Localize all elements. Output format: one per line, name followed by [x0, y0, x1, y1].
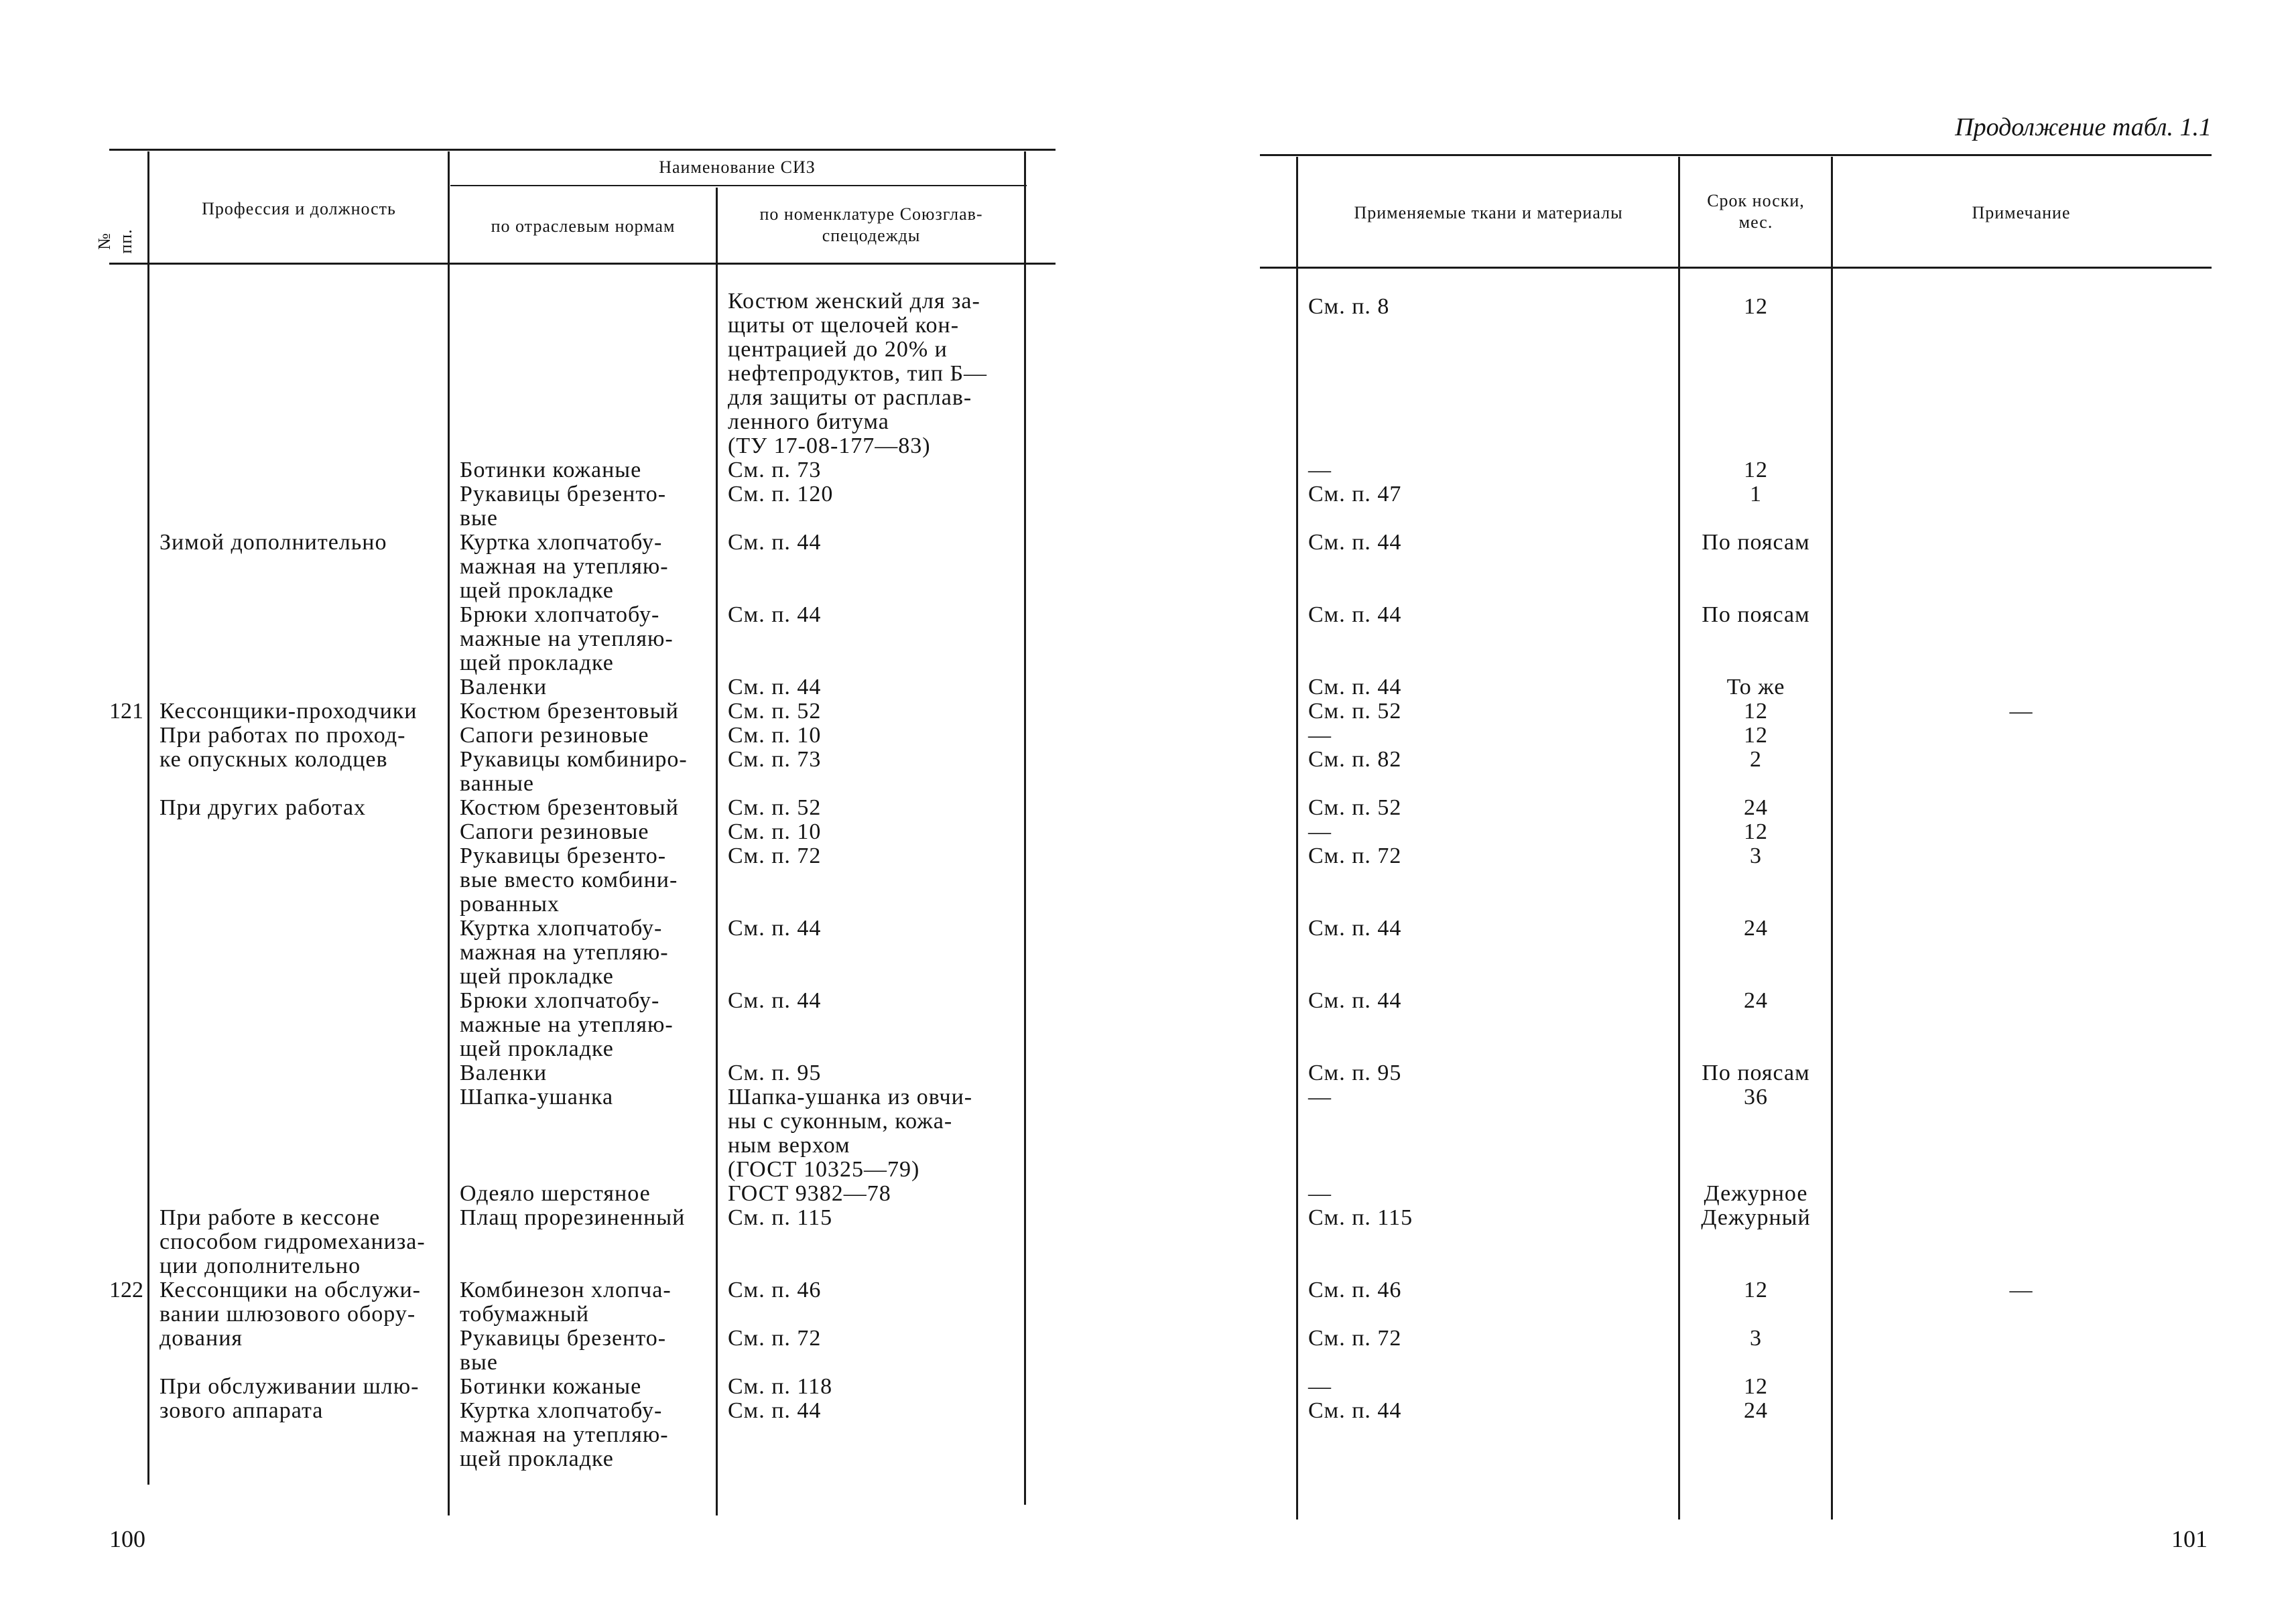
materials-cell: —: [1308, 1085, 1332, 1109]
branch-norm-cell: Одеяло шерстяное: [460, 1181, 651, 1206]
nomenclature-cell: См. п. 44: [728, 988, 822, 1013]
nomenclature-cell: (ТУ 17-08-177—83): [728, 433, 931, 458]
term-cell: 24: [1744, 1398, 1768, 1423]
term-cell: 12: [1744, 294, 1768, 319]
nomenclature-cell: См. п. 52: [728, 699, 822, 724]
profession-cell: вании шлюзового обору-: [160, 1302, 416, 1327]
branch-norm-cell: мажная на утепляю-: [460, 940, 669, 965]
right-col-line-2: [1678, 157, 1680, 1519]
branch-norm-cell: Ботинки кожаные: [460, 1374, 642, 1399]
nomenclature-cell: ГОСТ 9382—78: [728, 1181, 891, 1206]
right-col-line-3: [1831, 157, 1833, 1519]
left-header-bottom-rule: [109, 263, 1056, 265]
note-cell: —: [2009, 1278, 2033, 1302]
note-cell: —: [2009, 699, 2033, 724]
branch-norm-cell: щей прокладке: [460, 1446, 614, 1471]
profession-cell: При работах по проход-: [160, 723, 406, 748]
left-top-rule: [109, 149, 1056, 151]
branch-norm-cell: ванные: [460, 771, 535, 796]
materials-cell: См. п. 52: [1308, 795, 1402, 820]
term-cell: 12: [1744, 1374, 1768, 1399]
nomenclature-cell: Костюм женский для за-: [728, 289, 980, 314]
branch-norm-cell: Брюки хлопчатобу-: [460, 602, 660, 627]
materials-cell: См. п. 46: [1308, 1278, 1402, 1302]
branch-norm-cell: Валенки: [460, 1061, 548, 1085]
term-cell: 12: [1744, 1278, 1768, 1302]
term-cell: 36: [1744, 1085, 1768, 1109]
nomenclature-cell: Шапка-ушанка из овчи-: [728, 1085, 973, 1109]
branch-norm-cell: Куртка хлопчатобу-: [460, 530, 663, 555]
nomenclature-cell: (ГОСТ 10325—79): [728, 1157, 920, 1182]
nomenclature-cell: См. п. 115: [728, 1205, 833, 1230]
nomenclature-cell: ленного битума: [728, 409, 889, 434]
branch-norm-cell: Куртка хлопчатобу-: [460, 1398, 663, 1423]
profession-cell: Кессонщики-проходчики: [160, 699, 418, 724]
term-cell: 12: [1744, 819, 1768, 844]
materials-cell: См. п. 72: [1308, 843, 1402, 868]
left-col-line-1: [147, 151, 149, 1485]
continuation-caption: Продолжение табл. 1.1: [1955, 113, 2212, 141]
left-col-line-4: [1024, 151, 1026, 1505]
profession-cell: Кессонщики на обслужи-: [160, 1278, 421, 1302]
materials-cell: См. п. 44: [1308, 675, 1402, 699]
nomenclature-cell: См. п. 44: [728, 1398, 822, 1423]
term-cell: 12: [1744, 458, 1768, 482]
materials-cell: См. п. 95: [1308, 1061, 1402, 1085]
term-cell: 3: [1750, 843, 1762, 868]
left-col-line-2: [448, 151, 450, 1515]
branch-norm-cell: Сапоги резиновые: [460, 819, 649, 844]
branch-norm-cell: Рукавицы комбиниро-: [460, 747, 688, 772]
right-top-rule: [1260, 154, 2212, 156]
profession-cell: При работе в кессоне: [160, 1205, 381, 1230]
branch-norm-cell: Плащ прорезиненный: [460, 1205, 686, 1230]
branch-norm-cell: вые: [460, 506, 498, 531]
term-cell: 24: [1744, 795, 1768, 820]
branch-norm-cell: мажные на утепляю-: [460, 626, 674, 651]
profession-cell: ке опускных колодцев: [160, 747, 388, 772]
term-cell: 24: [1744, 916, 1768, 941]
term-cell: По поясам: [1702, 602, 1810, 627]
branch-norm-cell: тобумажный: [460, 1302, 590, 1327]
left-page-number: 100: [109, 1526, 145, 1552]
header-term: Срок носки, мес.: [1707, 191, 1805, 232]
term-cell: По поясам: [1702, 1061, 1810, 1085]
materials-cell: См. п. 82: [1308, 747, 1402, 772]
branch-norm-cell: Брюки хлопчатобу-: [460, 988, 660, 1013]
term-cell: 3: [1750, 1326, 1762, 1351]
branch-norm-cell: щей прокладке: [460, 651, 614, 675]
nomenclature-cell: центрацией до 20% и: [728, 337, 948, 362]
branch-norm-cell: Валенки: [460, 675, 548, 699]
term-cell: 2: [1750, 747, 1762, 772]
term-cell: 24: [1744, 988, 1768, 1013]
nomenclature-cell: ным верхом: [728, 1133, 850, 1158]
branch-norm-cell: Куртка хлопчатобу-: [460, 916, 663, 941]
branch-norm-cell: мажная на утепляю-: [460, 554, 669, 579]
term-cell: Дежурный: [1701, 1205, 1811, 1230]
nomenclature-cell: См. п. 44: [728, 530, 822, 555]
nomenclature-cell: См. п. 120: [728, 482, 834, 506]
materials-cell: См. п. 52: [1308, 699, 1402, 724]
branch-norm-cell: Костюм брезентовый: [460, 795, 679, 820]
header-num: № пп.: [94, 228, 135, 254]
header-note: Примечание: [1972, 203, 2071, 222]
right-header-bottom-rule: [1260, 267, 2212, 269]
branch-norm-cell: Ботинки кожаные: [460, 458, 642, 482]
right-page-number: 101: [2171, 1526, 2208, 1552]
nomenclature-cell: См. п. 10: [728, 819, 822, 844]
term-cell: 12: [1744, 699, 1768, 724]
profession-cell: При обслуживании шлю-: [160, 1374, 420, 1399]
term-cell: 1: [1750, 482, 1762, 506]
header-siz-nomenclature: по номенклатуре Союзглав- спецодежды: [759, 204, 983, 245]
header-siz-branch: по отраслевым нормам: [491, 216, 676, 236]
profession-cell: Зимой дополнительно: [160, 530, 387, 555]
nomenclature-cell: См. п. 95: [728, 1061, 822, 1085]
nomenclature-cell: См. п. 46: [728, 1278, 822, 1302]
nomenclature-cell: См. п. 10: [728, 723, 822, 748]
term-cell: Дежурное: [1704, 1181, 1808, 1206]
materials-cell: —: [1308, 1181, 1332, 1206]
nomenclature-cell: нефтепродуктов, тип Б—: [728, 361, 988, 386]
branch-norm-cell: мажные на утепляю-: [460, 1012, 674, 1037]
branch-norm-cell: Костюм брезентовый: [460, 699, 679, 724]
materials-cell: См. п. 44: [1308, 602, 1402, 627]
branch-norm-cell: мажная на утепляю-: [460, 1422, 669, 1447]
profession-cell: дования: [160, 1326, 243, 1351]
materials-cell: —: [1308, 819, 1332, 844]
materials-cell: См. п. 44: [1308, 1398, 1402, 1423]
materials-cell: —: [1308, 723, 1332, 748]
materials-cell: —: [1308, 1374, 1332, 1399]
nomenclature-cell: См. п. 73: [728, 747, 822, 772]
materials-cell: См. п. 72: [1308, 1326, 1402, 1351]
row-number: 121: [109, 699, 143, 724]
nomenclature-cell: См. п. 44: [728, 916, 822, 941]
materials-cell: См. п. 47: [1308, 482, 1402, 506]
term-cell: 12: [1744, 723, 1768, 748]
nomenclature-cell: См. п. 52: [728, 795, 822, 820]
branch-norm-cell: Рукавицы брезенто-: [460, 482, 667, 506]
materials-cell: —: [1308, 458, 1332, 482]
nomenclature-cell: См. п. 118: [728, 1374, 833, 1399]
branch-norm-cell: Сапоги резиновые: [460, 723, 649, 748]
branch-norm-cell: щей прокладке: [460, 1036, 614, 1061]
profession-cell: зового аппарата: [160, 1398, 324, 1423]
nomenclature-cell: для защиты от расплав-: [728, 385, 972, 410]
materials-cell: См. п. 8: [1308, 294, 1390, 319]
materials-cell: См. п. 115: [1308, 1205, 1413, 1230]
profession-cell: ции дополнительно: [160, 1254, 361, 1278]
header-profession: Профессия и должность: [202, 199, 396, 218]
branch-norm-cell: рованных: [460, 892, 560, 917]
branch-norm-cell: Рукавицы брезенто-: [460, 1326, 667, 1351]
nomenclature-cell: См. п. 44: [728, 602, 822, 627]
nomenclature-cell: щиты от щелочей кон-: [728, 313, 960, 338]
materials-cell: См. п. 44: [1308, 988, 1402, 1013]
right-col-line-1: [1296, 157, 1298, 1519]
profession-cell: При других работах: [160, 795, 367, 820]
branch-norm-cell: Шапка-ушанка: [460, 1085, 614, 1109]
nomenclature-cell: ны с суконным, кожа-: [728, 1109, 953, 1134]
row-number: 122: [109, 1278, 143, 1302]
left-siz-rule: [450, 185, 1027, 186]
branch-norm-cell: щей прокладке: [460, 578, 614, 603]
nomenclature-cell: См. п. 72: [728, 843, 822, 868]
nomenclature-cell: См. п. 72: [728, 1326, 822, 1351]
nomenclature-cell: См. п. 44: [728, 675, 822, 699]
nomenclature-cell: См. п. 73: [728, 458, 822, 482]
branch-norm-cell: вые вместо комбини-: [460, 868, 678, 892]
branch-norm-cell: Рукавицы брезенто-: [460, 843, 667, 868]
materials-cell: См. п. 44: [1308, 530, 1402, 555]
branch-norm-cell: щей прокладке: [460, 964, 614, 989]
left-col-line-3: [716, 188, 718, 1515]
term-cell: По поясам: [1702, 530, 1810, 555]
branch-norm-cell: вые: [460, 1350, 498, 1375]
header-siz-group: Наименование СИЗ: [659, 157, 816, 177]
branch-norm-cell: Комбинезон хлопча-: [460, 1278, 672, 1302]
header-materials: Применяемые ткани и материалы: [1354, 203, 1623, 222]
materials-cell: См. п. 44: [1308, 916, 1402, 941]
profession-cell: способом гидромеханиза-: [160, 1229, 426, 1254]
term-cell: То же: [1726, 675, 1785, 699]
